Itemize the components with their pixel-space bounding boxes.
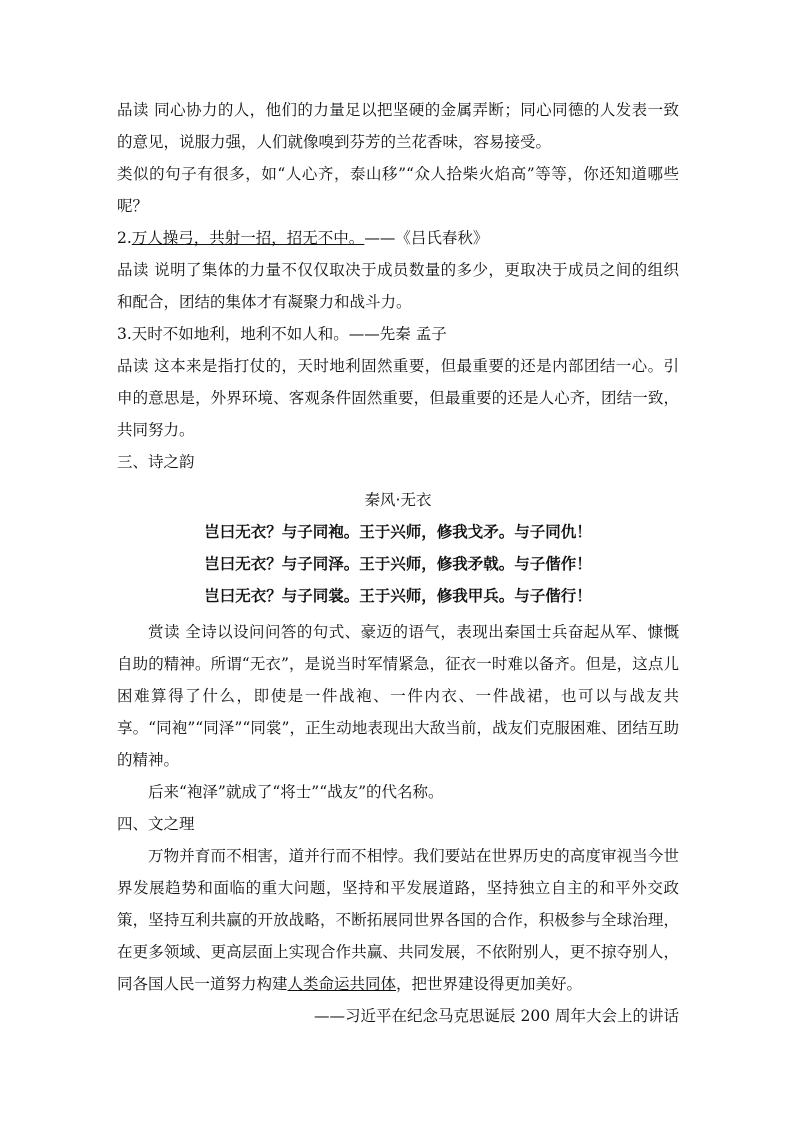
section-heading-reasoning: 四、文之理 bbox=[117, 815, 195, 833]
quote-2-text: 万人操弓，共射一招，招无不中。 bbox=[131, 229, 365, 247]
appreciation-text: 全诗以设问问答的句式、豪迈的语气，表现出秦国士兵奋起从军、慷慨自助的精神。所谓“无衣”，是说当时军情紧急，征衣一时难以备齐。但是，这点儿困难算得了什么，即使是一件战袍、一件内衣、一件战裙，也可以与战友共享。“同袍”“同泽”“同裳”，正生动地表现出大敌当前，战友们克服困难、团结互助的精神。 bbox=[117, 623, 679, 769]
quote-2-source: ——《吕氏春秋》 bbox=[364, 229, 489, 247]
pindu-text: 同心协力的人，他们的力量足以把坚硬的金属弄断；同心同德的人发表一致的意见，说服力强，人们就像嗅到芬芳的兰花香味，容易接受。 bbox=[117, 101, 679, 151]
document-page bbox=[117, 94, 679, 1032]
quote-2 bbox=[117, 222, 679, 254]
poem-title: 秦风·无衣 bbox=[364, 491, 432, 509]
paragraph-pindu-1 bbox=[117, 94, 679, 158]
speech-text-underlined: 人类命运共同体 bbox=[287, 975, 397, 993]
paragraph-appreciation bbox=[117, 616, 679, 776]
paoze-text: 后来“袍泽”就成了“将士”“战友”的代名称。 bbox=[148, 783, 444, 801]
label-pindu: 品读 bbox=[117, 101, 149, 119]
label-shangdu: 赏读 bbox=[148, 623, 180, 641]
paragraph-speech bbox=[117, 840, 679, 1000]
similar-sayings-text: 类似的句子有很多，如“人心齐，泰山移”“众人拾柴火焰高”等等，你还知道哪些呢？ bbox=[117, 165, 679, 215]
pindu-text: 这本来是指打仗的，天时地利固然重要，但最重要的还是内部团结一心。引申的意思是，外界环境、客观条件固然重要，但最重要的还是人心齐，团结一致，共同努力。 bbox=[117, 357, 679, 439]
label-pindu: 品读 bbox=[117, 261, 149, 279]
paragraph-pindu-2 bbox=[117, 254, 679, 318]
poem-line: 岂曰无衣？与子同袍。王于兴师，修我戈矛。与子同仇！ bbox=[204, 522, 592, 541]
label-pindu: 品读 bbox=[117, 357, 149, 375]
quote-2-number: 2. bbox=[117, 229, 132, 247]
poem-line: 岂曰无衣？与子同泽。王于兴师，修我矛戟。与子偕作！ bbox=[204, 554, 592, 573]
pindu-text: 说明了集体的力量不仅仅取决于成员数量的多少，更取决于成员之间的组织和配合，团结的集体才有凝聚力和战斗力。 bbox=[117, 261, 679, 311]
quote-3 bbox=[117, 318, 679, 350]
speech-attribution: ——习近平在纪念马克思诞辰 200 周年大会上的讲话 bbox=[314, 1007, 679, 1025]
paragraph-pindu-3 bbox=[117, 350, 679, 446]
poem-line: 岂曰无衣？与子同裳。王于兴师，修我甲兵。与子偕行！ bbox=[204, 586, 592, 605]
quote-3-text: 3.天时不如地利，地利不如人和。——先秦 孟子 bbox=[117, 325, 447, 343]
speech-text-before: 万物并育而不相害，道并行而不相悖。我们要站在世界历史的高度审视当今世界发展趋势和面临的重大问题，坚持和平发展道路，坚持独立自主的和平外交政策，坚持互利共赢的开放战略，不断拓展同世界各国的合作，积极参与全球治理，在更多领域、更高层面上实现合作共赢、共同发展，不依附别人，更不掠夺别人，同各国人民一道努力构建 bbox=[117, 847, 679, 993]
paragraph-similar-sayings bbox=[117, 158, 679, 222]
section-heading-poem: 三、诗之韵 bbox=[117, 453, 195, 471]
speech-text-after: ，把世界建设得更加美好。 bbox=[396, 975, 583, 993]
paragraph-paoze bbox=[117, 776, 679, 808]
